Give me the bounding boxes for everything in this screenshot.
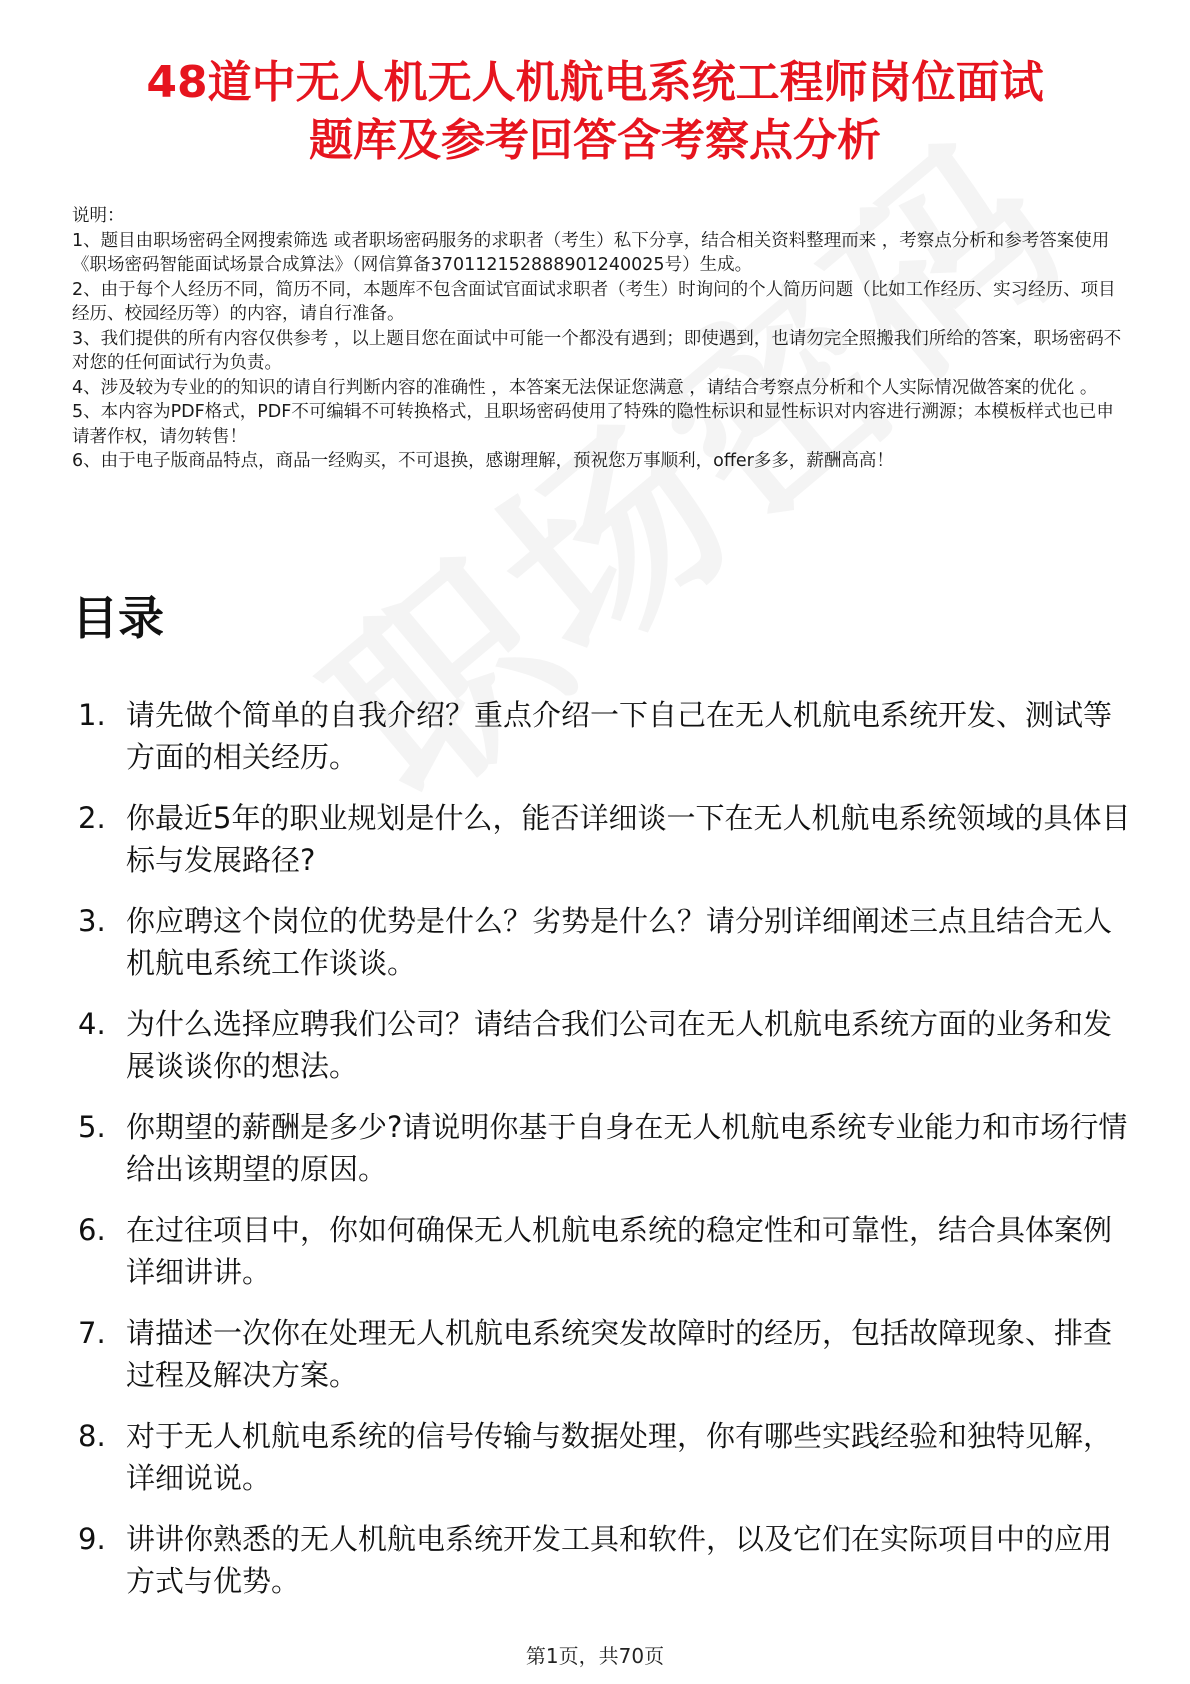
toc-item[interactable] — [72, 694, 1132, 778]
toc-item[interactable] — [72, 1415, 1132, 1499]
toc-item-number: 1. — [78, 698, 106, 732]
toc-item-text: 请先做个简单的自我介绍？重点介绍一下自己在无人机航电系统开发、测试等方面的相关经历。 — [126, 698, 1113, 774]
notes-section — [72, 204, 1124, 474]
toc-item[interactable] — [72, 1106, 1132, 1190]
toc-item-number: 3. — [78, 904, 106, 938]
toc-item[interactable] — [72, 1312, 1132, 1396]
toc-item-number: 8. — [78, 1419, 106, 1453]
toc-item-number: 2. — [78, 801, 106, 835]
toc-item-number: 6. — [78, 1213, 106, 1247]
toc-item[interactable] — [72, 1518, 1132, 1602]
note-item: 4、涉及较为专业的的知识的请自行判断内容的准确性 ，本答案无法保证您满意 ，请结合考察点分析和个人实际情况做答案的优化 。 — [72, 377, 1098, 398]
toc-heading: 目录 — [72, 591, 164, 645]
toc-item-number: 9. — [78, 1522, 106, 1556]
toc-item-text: 请描述一次你在处理无人机航电系统突发故障时的经历，包括故障现象、排查过程及解决方案。 — [126, 1316, 1113, 1392]
toc-item-text: 你最近5年的职业规划是什么，能否详细谈一下在无人机航电系统领域的具体目标与发展路径? — [126, 801, 1131, 877]
toc-item-text: 讲讲你熟悉的无人机航电系统开发工具和软件，以及它们在实际项目中的应用方式与优势。 — [126, 1522, 1113, 1598]
document-title — [60, 54, 1130, 170]
toc-item-text: 对于无人机航电系统的信号传输与数据处理，你有哪些实践经验和独特见解，详细说说。 — [126, 1419, 1113, 1495]
toc-item[interactable] — [72, 1209, 1132, 1293]
note-item: 1、题目由职场密码全网搜索筛选 或者职场密码服务的求职者（考生）私下分享，结合相关资料整理而来 ，考察点分析和参考答案使用《职场密码智能面试场景合成算法》（网信算备370112152888901240025号）生成。 — [72, 230, 1110, 275]
toc-item-number: 4. — [78, 1007, 106, 1041]
title-line-2: 题库及参考回答含考察点分析 — [309, 115, 881, 166]
toc-item-number: 5. — [78, 1110, 106, 1144]
toc-item[interactable] — [72, 1003, 1132, 1087]
toc-list — [72, 694, 1132, 1621]
note-item: 5、本内容为PDF格式，PDF不可编辑不可转换格式，且职场密码使用了特殊的隐性标识和显性标识对内容进行溯源；本模板样式也已申请著作权，请勿转售！ — [72, 402, 1114, 447]
toc-item-text: 为什么选择应聘我们公司？请结合我们公司在无人机航电系统方面的业务和发展谈谈你的想法。 — [126, 1007, 1113, 1083]
note-item: 3、我们提供的所有内容仅供参考 ，以上题目您在面试中可能一个都没有遇到；即使遇到，也请勿完全照搬我们所给的答案，职场密码不对您的任何面试行为负责。 — [72, 328, 1122, 373]
note-item: 2、由于每个人经历不同，简历不同，本题库不包含面试官面试求职者（考生）时询问的个人简历问题（比如工作经历、实习经历、项目经历、校园经历等）的内容，请自行准备。 — [72, 279, 1116, 324]
toc-item[interactable] — [72, 900, 1132, 984]
title-line-1: 48道中无人机无人机航电系统工程师岗位面试 — [146, 57, 1044, 108]
notes-heading: 说明： — [72, 206, 125, 226]
page-footer: 第1页，共70页 — [525, 1644, 665, 1668]
toc-item-text: 你应聘这个岗位的优势是什么？劣势是什么？请分别详细阐述三点且结合无人机航电系统工作谈谈。 — [126, 904, 1113, 980]
toc-item-number: 7. — [78, 1316, 106, 1350]
toc-item-text: 在过往项目中，你如何确保无人机航电系统的稳定性和可靠性，结合具体案例详细讲讲。 — [126, 1213, 1113, 1289]
toc-item-text: 你期望的薪酬是多少?请说明你基于自身在无人机航电系统专业能力和市场行情给出该期望的原因。 — [126, 1110, 1128, 1186]
note-item: 6、由于电子版商品特点，商品一经购买，不可退换，感谢理解，预祝您万事顺利，offer多多，薪酬高高！ — [72, 451, 894, 471]
toc-item[interactable] — [72, 797, 1132, 881]
